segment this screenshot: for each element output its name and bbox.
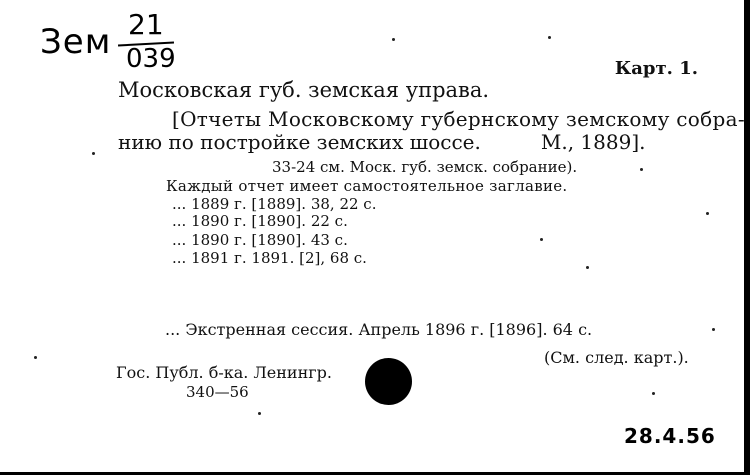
catalog-heading: Московская губ. земская управа.	[118, 78, 490, 102]
session-entry: ... Экстренная сессия. Апрель 1896 г. [1896]. 64 с.	[165, 320, 593, 339]
library-name: Гос. Публ. б-ка. Ленингр.	[116, 363, 332, 382]
scan-speck	[92, 152, 95, 155]
list-item: ... 1891 г. 1891. [2], 68 с.	[172, 249, 367, 267]
card-number: Карт. 1.	[614, 58, 698, 79]
scan-speck	[586, 266, 589, 269]
scan-speck	[706, 212, 709, 215]
shelfmark-denominator: 039	[126, 44, 176, 74]
see-next-card: (См. след. карт.).	[544, 348, 689, 367]
scan-edge-right	[744, 0, 750, 475]
shelfmark-number: 21	[128, 8, 164, 41]
scan-speck	[712, 328, 715, 331]
scan-speck	[258, 412, 261, 415]
title-line-2	[118, 130, 645, 154]
shelfmark-prefix: Зем	[40, 22, 112, 62]
scan-speck	[640, 168, 643, 171]
title-line-1: [Отчеты Московскому губернскому земскому собра-	[172, 107, 745, 131]
scan-speck	[652, 392, 655, 395]
list-item: ... 1890 г. [1890]. 22 с.	[172, 212, 348, 230]
scan-speck	[548, 36, 551, 39]
title-imprint: М., 1889].	[540, 130, 646, 154]
ink-stamp-dot	[365, 358, 412, 405]
size-note: 33-24 см. Моск. губ. земск. собрание).	[272, 158, 578, 176]
list-item: ... 1890 г. [1890]. 43 с.	[172, 231, 348, 249]
scan-speck	[392, 38, 395, 41]
scan-speck	[34, 356, 37, 359]
handwritten-date: 28.4.56	[624, 424, 716, 448]
scan-speck	[540, 238, 543, 241]
list-item: ... 1889 г. [1889]. 38, 22 с.	[172, 195, 377, 213]
title-line-2-text: нию по постройке земских шоссе.	[118, 130, 481, 154]
library-code: 340—56	[186, 383, 249, 401]
general-note: Каждый отчет имеет самостоятельное заглавие.	[166, 177, 568, 195]
